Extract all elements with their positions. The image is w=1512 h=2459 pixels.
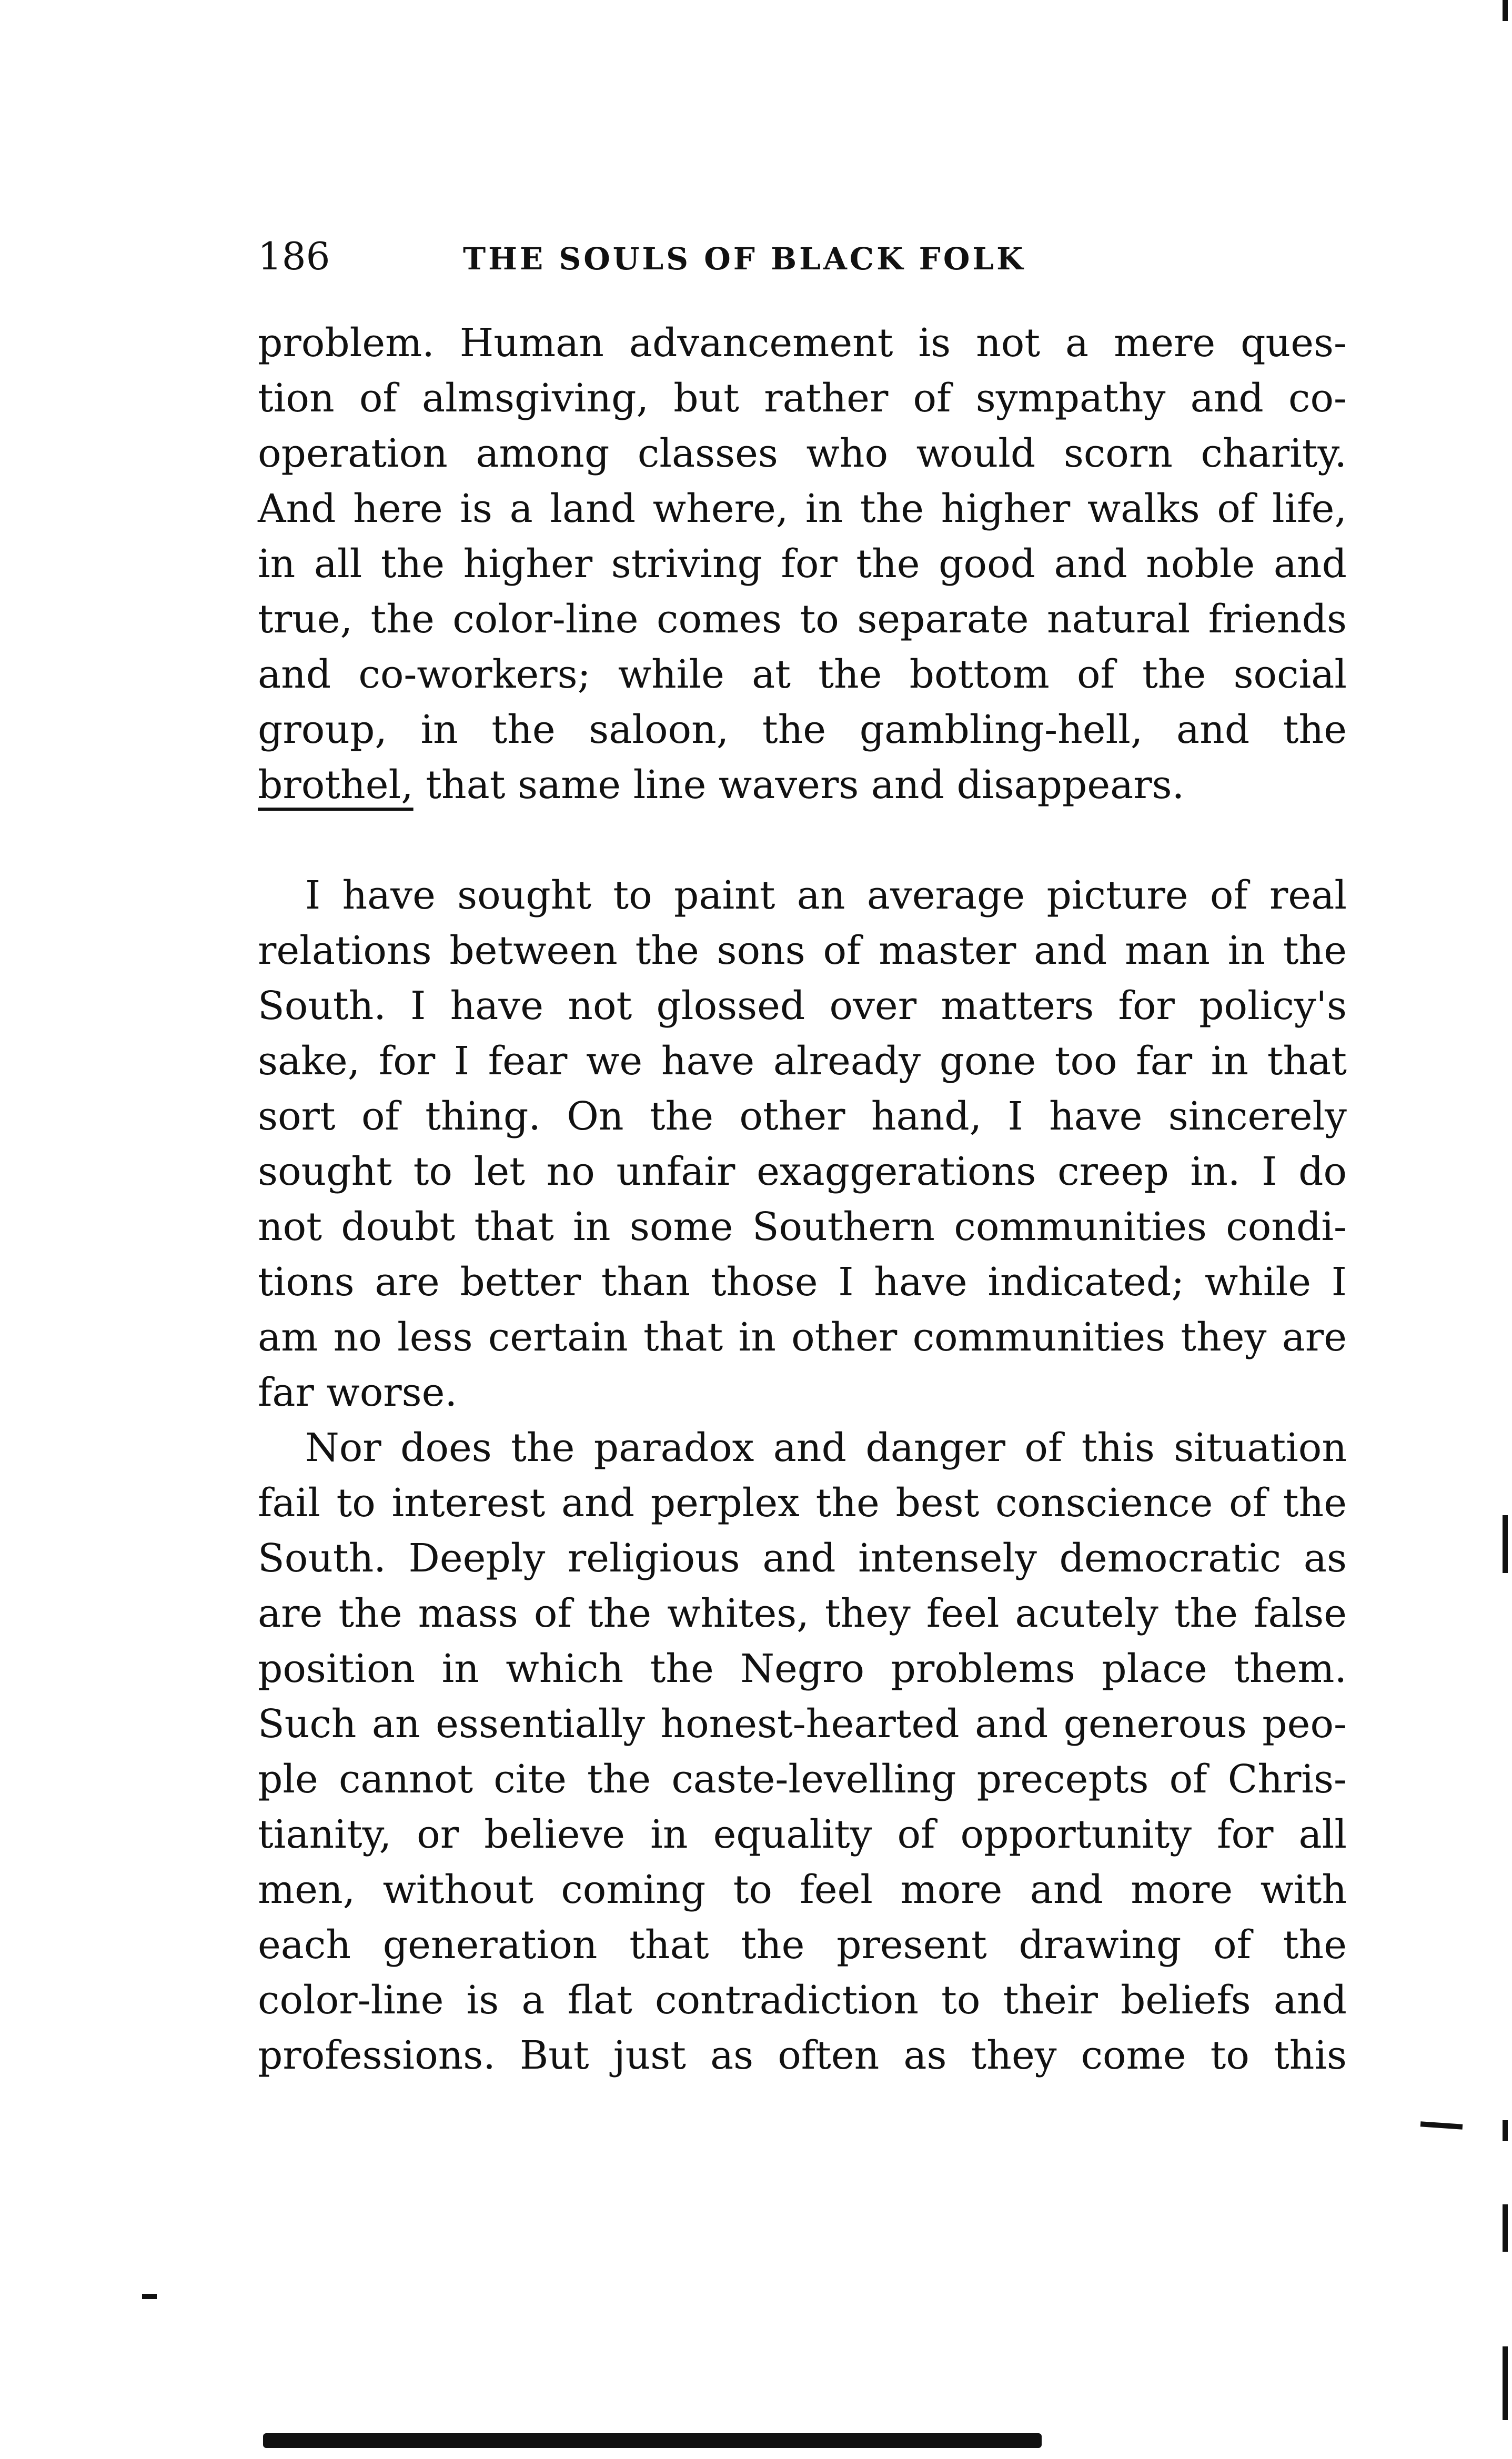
text-line: color-line is a flat contradiction to their beliefs and — [258, 1978, 1347, 2023]
text-line: tions are better than those I have indicated; while I — [258, 1259, 1347, 1305]
edge-mark — [1503, 2204, 1508, 2252]
text-line: am no less certain that in other communities they are — [258, 1315, 1347, 1360]
page-number: 186 — [258, 234, 330, 278]
edge-mark — [1503, 1515, 1508, 1573]
edge-mark — [1503, 2346, 1508, 2420]
text-line: group, in the saloon, the gambling-hell, and the — [258, 707, 1347, 752]
edge-mark — [1503, 2120, 1508, 2141]
text-line: South. Deeply religious and intensely democratic as — [258, 1536, 1347, 1581]
edge-mark — [1503, 0, 1508, 21]
body-text — [258, 316, 1347, 2083]
section-break — [258, 813, 1347, 868]
text-line: sought to let no unfair exaggerations creep in. I do — [258, 1149, 1347, 1194]
text-line: in all the higher striving for the good and noble and — [258, 541, 1347, 587]
text-line: operation among classes who would scorn charity. — [258, 431, 1347, 476]
text-line: relations between the sons of master and man in the — [258, 928, 1347, 973]
text-line: professions. But just as often as they come to this — [258, 2033, 1347, 2078]
text-line: Such an essentially honest-hearted and generous peo- — [258, 1701, 1347, 1747]
page-header — [258, 234, 1363, 276]
text-line: each generation that the present drawing of the — [258, 1922, 1347, 1968]
text-line: problem. Human advancement is not a mere ques- — [258, 320, 1347, 366]
text-line: And here is a land where, in the higher walks of life, — [258, 486, 1347, 531]
text-line: South. I have not glossed over matters for policy's — [258, 983, 1347, 1029]
text-line: and co-workers; while at the bottom of the social — [258, 652, 1347, 697]
text-line: ple cannot cite the caste-levelling precepts of Chris- — [258, 1757, 1347, 1802]
ink-speck — [142, 2294, 157, 2299]
underlined-word: brothel, — [258, 762, 414, 808]
bottom-scan-rule — [263, 2433, 1042, 2448]
ink-tick — [1420, 2121, 1463, 2130]
text-line: not doubt that in some Southern communities condi- — [258, 1204, 1347, 1249]
text-line: men, without coming to feel more and more with — [258, 1867, 1347, 1912]
running-head: THE SOULS OF BLACK FOLK — [463, 241, 1026, 277]
text-line: I have sought to paint an average picture of real — [305, 873, 1347, 918]
paragraph-1 — [258, 316, 1347, 813]
text-line: are the mass of the whites, they feel acutely the false — [258, 1591, 1347, 1636]
paragraph-3 — [258, 1420, 1347, 2083]
text-line-rest: that same line wavers and disappears. — [426, 762, 1185, 808]
text-line: fail to interest and perplex the best conscience of the — [258, 1480, 1347, 1526]
text-line: sake, for I fear we have already gone too far in that — [258, 1039, 1347, 1084]
text-line: tianity, or believe in equality of opportunity for all — [258, 1812, 1347, 1857]
paragraph-2 — [258, 868, 1347, 1420]
text-line — [258, 758, 1347, 813]
text-line: far worse. — [258, 1370, 457, 1415]
text-line: Nor does the paradox and danger of this situation — [305, 1425, 1347, 1470]
text-line: sort of thing. On the other hand, I have sincerely — [258, 1094, 1347, 1139]
text-line: position in which the Negro problems place them. — [258, 1646, 1347, 1691]
text-line: true, the color-line comes to separate natural friends — [258, 597, 1347, 642]
text-line: tion of almsgiving, but rather of sympathy and co- — [258, 376, 1347, 421]
